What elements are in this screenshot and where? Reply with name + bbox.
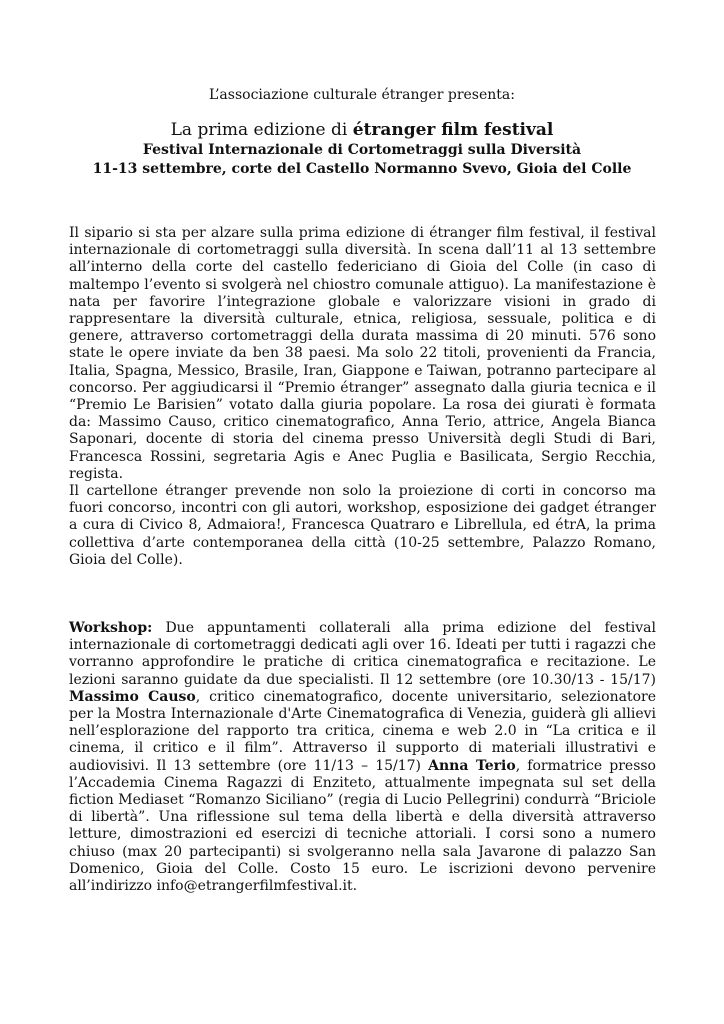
festival-title: [0, 119, 724, 141]
title-block: [0, 119, 724, 179]
title-festival-name: étranger film festival: [352, 120, 554, 140]
paragraph-announcement: [69, 225, 656, 569]
paragraph-2-text: Il cartellone étranger prevende non solo la proiezione di corti in concorso ma fuori concorso, incontri con gli autori, workshop, esposizione dei gadget étranger a cura di Civico 8, Admaiora!, Francesca Quatraro e Librellula, ed étrA, la prima collettiva d’arte contemporanea della città (10-25 settembre, Palazzo Romano, Gioia del Colle).: [69, 483, 656, 568]
workshop-text-a: Due appuntamenti collaterali alla prima edizione del festival internazionale di cortometraggi dedicati agli over 16. Ideati per tutti i ragazzi che vorranno approfondire le pratiche di critica cinematografica e recitazione. Le lezioni saranno guidate da due specialisti. Il 12 settembre (ore 10.30/13 - 15/17): [69, 620, 656, 688]
workshop-text-c: , formatrice presso l’Accademia Cinema Ragazzi di Enziteto, attualmente impegnata sul set della fiction Mediaset “Romanzo Siciliano” (regia di Lucio Pellegrini) condurrà “Briciole di libertà”. Una riflessione sul tema della libertà e della diversità attraverso letture, dimostrazioni ed esercizi di tecniche attoriali. I corsi sono a numero chiuso (max 20 partecipanti) si svolgeranno nella sala Javarone di palazzo San Domenico, Gioia del Colle. Costo 15 euro. Le iscrizioni devono pervenire all’indirizzo info@etrangerfilmfestival.it.: [69, 757, 656, 895]
paragraph-1-text: Il sipario si sta per alzare sulla prima edizione di étranger film festival, il festival internazionale di cortometraggi sulla diversità. In scena dall’11 al 13 settembre all’interno della corte del castello federiciano di Gioia del Colle (in caso di maltempo l’evento si svolgerà nel chiostro comunale attiguo). La manifestazione è nata per favorire l’integrazione globale e valorizzare visioni in grado di rappresentare la diversità culturale, etnica, religiosa, sessuale, politica e di genere, attraverso cortometraggi della durata massima di 20 minuti. 576 sono state le opere inviate da ben 38 paesi. Ma solo 22 titoli, provenienti da Francia, Italia, Spagna, Messico, Brasile, Iran, Giappone e Taiwan, potranno partecipare al concorso. Per aggiudicarsi il “Premio étranger” assegnato dalla giuria tecnica e il “Premio Le Barisien” votato dalla giuria popolare. La rosa dei giurati è formata da: Massimo Causo, critico cinematografico, Anna Terio, attrice, Angela Bianca Saponari, docente di storia del cinema presso Università degli Studi di Bari, Francesca Rossini, segretaria Agis e Anec Puglia e Basilicata, Sergio Recchia, regista.: [69, 225, 656, 482]
festival-subtitle: Festival Internazionale di Cortometraggi sulla Diversità: [142, 142, 582, 158]
workshop-label: Workshop:: [69, 620, 153, 636]
festival-dates-location: 11-13 settembre, corte del Castello Normanno Svevo, Gioia del Colle: [92, 161, 632, 177]
paragraph-workshop: [69, 620, 656, 895]
workshop-name-causo: Massimo Causo: [69, 688, 196, 705]
workshop-text-b: , critico cinematografico, docente universitario, selezionatore per la Mostra Internazionale d'Arte Cinematografica di Venezia, guiderà gli allievi nell’esplorazione del rapporto tra critica, cinema e web 2.0 in “La critica e il cinema, il critico e il film”. Attraverso il supporto di materiali illustrativi e audiovisivi. Il 13 settembre (ore 11/13 – 15/17): [69, 688, 656, 774]
intro-line: L’associazione culturale étranger presenta:: [209, 87, 515, 103]
workshop-name-terio: Anna Terio: [428, 757, 516, 774]
title-prefix: La prima edizione di: [170, 120, 353, 140]
